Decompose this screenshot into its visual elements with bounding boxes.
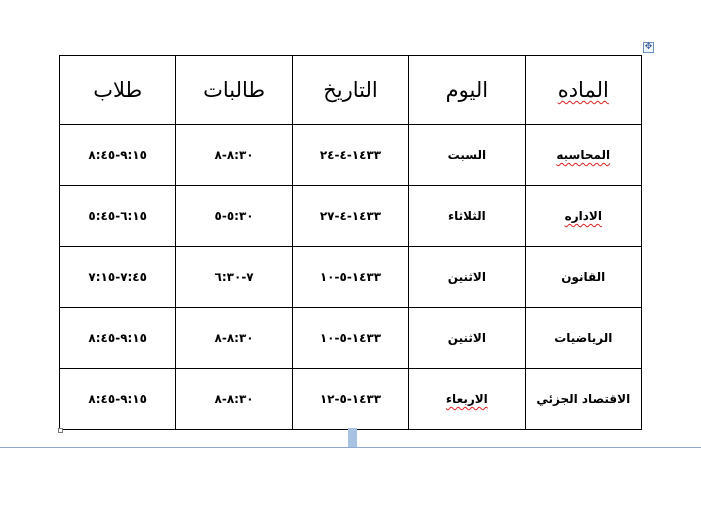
cell-day: الثلاثاء (409, 186, 525, 247)
cell-subject (525, 247, 641, 308)
cell-female-students: ٥:٣٠-٥ (176, 186, 292, 247)
cell-date: ١٤٣٣-٤-٢٧ (292, 186, 408, 247)
cell-students: ٦:١٥-٥:٤٥ (60, 186, 176, 247)
header-date: التاريخ (292, 56, 408, 125)
cell-subject-text: المحاسبه (556, 148, 611, 162)
cell-subject-text: الاداره (564, 209, 602, 223)
header-subject-text: الماده (557, 78, 609, 102)
cell-day: السبت (409, 125, 525, 186)
cell-subject (525, 186, 641, 247)
cell-students: ٩:١٥-٨:٤٥ (60, 369, 176, 430)
cell-students: ٩:١٥-٨:٤٥ (60, 308, 176, 369)
table-row (60, 308, 642, 369)
cell-female-students: ٨:٣٠-٨ (176, 369, 292, 430)
header-students: طلاب (60, 56, 176, 125)
table-move-handle-icon[interactable]: ✥ (644, 42, 653, 52)
cell-day: الاثنين (409, 308, 525, 369)
header-day-text: اليوم (445, 78, 489, 102)
cell-students: ٧:٤٥-٧:١٥ (60, 247, 176, 308)
table-row (60, 369, 642, 430)
cell-subject (525, 369, 641, 430)
header-female-students: طالبات (176, 56, 292, 125)
table-row (60, 247, 642, 308)
cell-subject-text: الرياضيات (554, 331, 613, 345)
table-resize-handle-icon[interactable] (58, 428, 63, 433)
cell-day-text: الاربعاء (445, 392, 488, 406)
column-marker[interactable] (348, 428, 357, 448)
cell-subject (525, 308, 641, 369)
cell-day (409, 369, 525, 430)
table-row (60, 186, 642, 247)
cell-subject-text: القانون (561, 270, 606, 284)
cell-date: ١٤٣٣-٥-١٠ (292, 308, 408, 369)
cell-date: ١٤٣٣-٤-٢٤ (292, 125, 408, 186)
cell-date: ١٤٣٣-٥-١٢ (292, 369, 408, 430)
table-header-row (60, 56, 642, 125)
header-day (409, 56, 525, 125)
cell-subject-text: الاقتصاد الجزئي (536, 392, 631, 406)
exam-schedule-table (59, 55, 642, 430)
cell-female-students: ٧-٦:٣٠ (176, 247, 292, 308)
cell-subject (525, 125, 641, 186)
page-boundary-line (0, 447, 701, 448)
cell-female-students: ٨:٣٠-٨ (176, 125, 292, 186)
cell-date: ١٤٣٣-٥-١٠ (292, 247, 408, 308)
cell-day: الاثنين (409, 247, 525, 308)
cell-female-students: ٨:٣٠-٨ (176, 308, 292, 369)
cell-students: ٩:١٥-٨:٤٥ (60, 125, 176, 186)
header-subject (525, 56, 641, 125)
table-row (60, 125, 642, 186)
